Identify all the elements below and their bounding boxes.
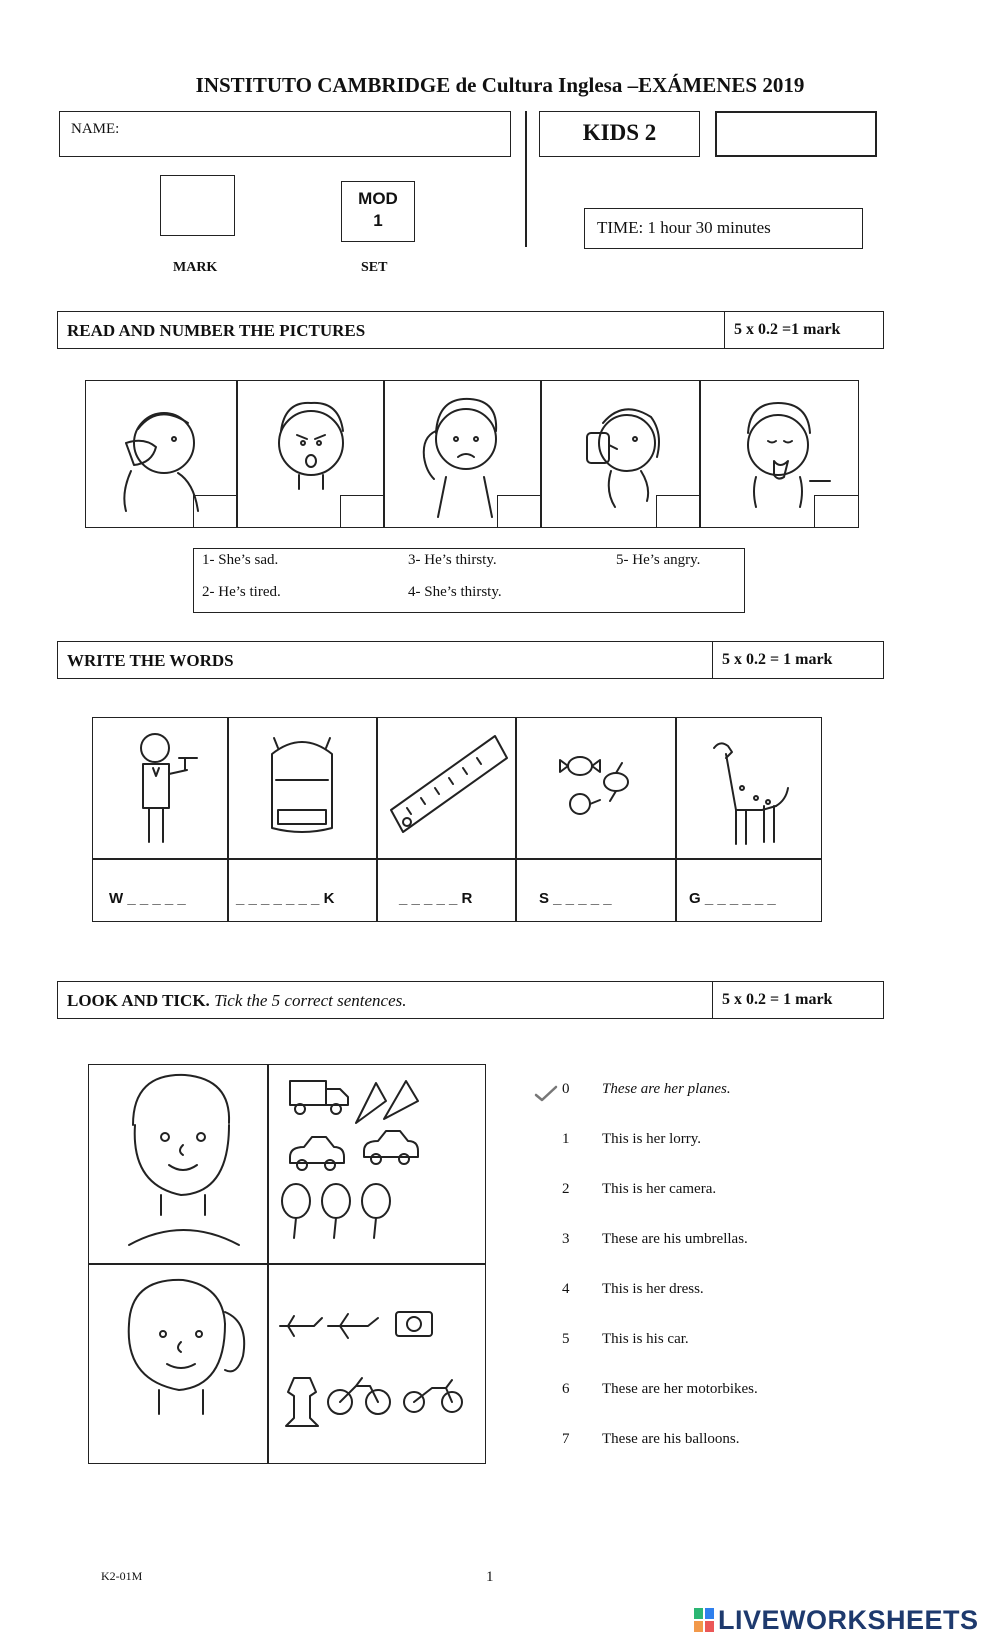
section-write-words-header [57,641,884,679]
word-blank-4[interactable]: S _ _ _ _ _ [539,890,612,907]
word-blank-5[interactable]: G _ _ _ _ _ _ [689,890,776,907]
section-marks: 5 x 0.2 = 1 mark [712,642,883,678]
item-number: 5 [562,1331,570,1347]
item-sentence: These are his balloons. [602,1431,740,1447]
sentence-list-box [193,548,745,613]
word-blank-cell-1[interactable] [92,858,229,922]
item-sentence: This is her dress. [602,1281,704,1297]
section-title [67,991,407,1011]
liveworksheets-logo-icon [694,1608,714,1632]
page-number: 1 [486,1569,494,1585]
word-blank-cell-2[interactable] [227,858,378,922]
name-label: NAME: [71,121,120,137]
picture-cell-2 [236,380,385,528]
waiter-icon [93,718,230,861]
planes-icon [278,1308,388,1348]
balloons-icon [280,1183,400,1243]
item-sentence: These are her planes. [602,1081,731,1097]
score-box[interactable] [715,111,877,157]
number-answer-box[interactable] [193,495,237,527]
level-label: KIDS 2 [582,120,657,145]
dress-icon [280,1374,324,1430]
word-blank-1[interactable]: W _ _ _ _ _ [109,890,186,907]
boy-face-icon [89,1065,270,1266]
car-icon [286,1133,346,1173]
word-blank-3[interactable]: _ _ _ _ _ R [399,890,473,907]
picture-cell-5 [699,380,859,528]
word-blank-cell-3[interactable] [376,858,517,922]
item-sentence: This is his car. [602,1331,689,1347]
exam-title: INSTITUTO CAMBRIDGE de Cultura Inglesa –EXÁMENES 2019 [195,73,805,97]
section-title-text: LOOK AND TICK. [67,991,210,1010]
word-picture-cell-2 [227,717,378,860]
word-blank-cell-4[interactable] [515,858,677,922]
item-number: 6 [562,1381,570,1397]
word-blank-2[interactable]: _ _ _ _ _ _ _ K [236,890,335,907]
section-instruction: Tick the 5 correct sentences. [214,991,407,1010]
item-number: 2 [562,1181,570,1197]
car-icon [360,1127,420,1167]
picture-cell-3 [383,380,542,528]
boy-items-cell [267,1064,486,1265]
example-tick-icon [534,1085,558,1101]
item-number: 7 [562,1431,570,1447]
number-answer-box[interactable] [656,495,700,527]
time-box [584,208,863,249]
backpack-icon [228,718,379,861]
girl-portrait-cell [88,1263,269,1464]
word-blank-cell-5[interactable] [675,858,822,922]
sentence-5: 5- He’s angry. [616,552,701,568]
set-mod-text: MOD [358,189,398,208]
item-sentence: These are her motorbikes. [602,1381,758,1397]
word-picture-cell-3 [376,717,517,860]
item-sentence: This is her camera. [602,1181,717,1197]
item-sentence: This is her lorry. [602,1131,702,1147]
lorry-icon [290,1077,350,1117]
mark-label: MARK [173,260,218,275]
girl-items-cell [267,1263,486,1464]
set-label: SET [361,260,388,275]
motorbike-icon [400,1372,466,1416]
camera-icon [394,1306,438,1340]
giraffe-icon [676,718,823,861]
picture-cell-4 [540,380,701,528]
sentence-4: 4- She’s thirsty. [408,584,502,600]
section-read-number-header [57,311,884,349]
name-box[interactable] [59,111,511,157]
section-marks: 5 x 0.2 = 1 mark [712,982,883,1018]
time-text: TIME: 1 hour 30 minutes [597,218,771,237]
section-title: READ AND NUMBER THE PICTURES [67,321,366,340]
item-sentence: These are his umbrellas. [602,1231,748,1247]
section-title: WRITE THE WORDS [67,651,234,670]
header-divider [525,111,527,247]
number-answer-box[interactable] [340,495,384,527]
item-number: 0 [562,1081,570,1097]
sentence-3: 3- He’s thirsty. [408,552,497,568]
number-answer-box[interactable] [497,495,541,527]
ruler-icon [377,718,518,861]
umbrella-icon [346,1073,426,1133]
sentence-1: 1- She’s sad. [202,552,279,568]
liveworksheets-logo-text: LIVEWORKSHEETS [718,1605,979,1635]
word-picture-cell-4 [515,717,677,860]
word-picture-cell-5 [675,717,822,860]
item-number: 1 [562,1131,570,1147]
picture-cell-1 [85,380,238,528]
item-number: 4 [562,1281,570,1297]
word-picture-cell-1 [92,717,229,860]
item-number: 3 [562,1231,570,1247]
footer-code: K2-01M [101,1569,143,1583]
section-marks: 5 x 0.2 =1 mark [724,312,883,348]
boy-portrait-cell [88,1064,269,1265]
sentence-2: 2- He’s tired. [202,584,281,600]
motorbike-icon [326,1372,392,1416]
girl-face-icon [89,1264,270,1465]
level-box [539,111,700,157]
number-answer-box[interactable] [814,495,858,527]
set-number: 1 [373,211,383,230]
section-look-tick-header [57,981,884,1019]
mark-box[interactable] [160,175,235,236]
sweets-icon [516,718,678,861]
set-box [341,181,415,242]
